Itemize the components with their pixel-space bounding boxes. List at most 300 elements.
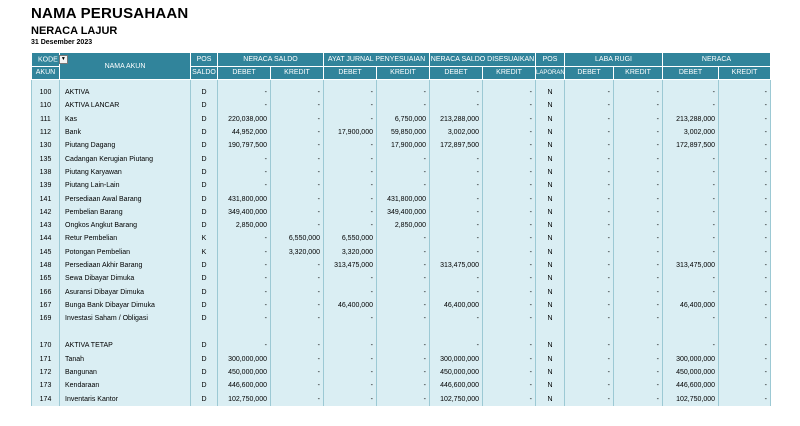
cell-neraca-kredit[interactable]: - [719,339,771,352]
cell-aj-kredit[interactable]: - [377,339,430,352]
cell-aj-debet[interactable]: - [324,219,377,232]
cell-lr-debet[interactable]: - [565,339,614,352]
cell-neraca-kredit[interactable]: - [719,299,771,312]
cell-aj-debet[interactable]: - [324,272,377,285]
cell-neraca-debet[interactable]: - [663,285,719,298]
cell-pos-laporan[interactable]: N [536,219,565,232]
cell-nsd-kredit[interactable]: - [483,232,536,245]
cell-aj-debet[interactable]: - [324,379,377,392]
cell-neraca-debet[interactable]: 313,475,000 [663,259,719,272]
cell-nama-akun[interactable]: Tanah [60,353,191,366]
cell-nsd-kredit[interactable]: - [483,272,536,285]
cell-ns-debet[interactable]: 44,952,000 [218,126,271,139]
cell-lr-kredit[interactable]: - [614,179,663,192]
cell-nsd-kredit[interactable]: - [483,99,536,112]
cell-neraca-debet[interactable]: - [663,99,719,112]
cell-ns-debet[interactable]: 446,600,000 [218,379,271,392]
cell-aj-kredit[interactable]: 349,400,000 [377,206,430,219]
cell-kode[interactable]: 110 [32,99,60,112]
cell-ns-kredit[interactable]: - [271,192,324,205]
cell-aj-debet[interactable]: - [324,113,377,126]
cell-ns-debet[interactable]: 300,000,000 [218,353,271,366]
cell-pos-saldo[interactable]: D [191,339,218,352]
cell-ns-debet[interactable]: - [218,285,271,298]
cell-lr-debet[interactable]: - [565,366,614,379]
cell-nsd-debet[interactable]: 300,000,000 [430,353,483,366]
cell-nsd-kredit[interactable]: - [483,259,536,272]
cell-nsd-debet[interactable]: - [430,339,483,352]
cell-neraca-debet[interactable]: - [663,219,719,232]
cell-ns-kredit[interactable]: - [271,126,324,139]
cell-neraca-kredit[interactable]: - [719,179,771,192]
cell-aj-debet[interactable]: - [324,179,377,192]
cell-neraca-kredit[interactable]: - [719,166,771,179]
cell-aj-kredit[interactable]: 2,850,000 [377,219,430,232]
cell-aj-debet[interactable]: - [324,366,377,379]
cell-neraca-kredit[interactable]: - [719,353,771,366]
cell-neraca-debet[interactable]: - [663,246,719,259]
cell-ns-kredit[interactable]: - [271,99,324,112]
cell-ns-debet[interactable]: - [218,99,271,112]
cell-nama-akun[interactable]: Piutang Dagang [60,139,191,152]
cell-nama-akun[interactable]: Kendaraan [60,379,191,392]
cell-pos-laporan[interactable]: N [536,366,565,379]
cell-ns-debet[interactable]: - [218,299,271,312]
cell-aj-kredit[interactable]: - [377,166,430,179]
cell-nsd-debet[interactable]: 213,288,000 [430,113,483,126]
cell-nama-akun[interactable]: Asuransi Dibayar Dimuka [60,285,191,298]
cell-ns-kredit[interactable]: - [271,113,324,126]
cell-aj-debet[interactable]: - [324,166,377,179]
cell-nama-akun[interactable]: Inventaris Kantor [60,393,191,406]
cell-nama-akun[interactable]: Persediaan Akhir Barang [60,259,191,272]
cell-lr-debet[interactable]: - [565,99,614,112]
cell-aj-kredit[interactable]: - [377,86,430,99]
cell-lr-debet[interactable]: - [565,246,614,259]
cell-nsd-debet[interactable]: 313,475,000 [430,259,483,272]
cell-nsd-kredit[interactable]: - [483,366,536,379]
cell-aj-kredit[interactable]: - [377,152,430,165]
cell-aj-debet[interactable]: - [324,152,377,165]
cell-pos-saldo[interactable]: K [191,232,218,245]
cell-pos-saldo[interactable]: D [191,272,218,285]
cell-nsd-debet[interactable]: - [430,179,483,192]
cell-aj-debet[interactable]: - [324,312,377,325]
cell-neraca-debet[interactable]: - [663,152,719,165]
cell-kode[interactable]: 166 [32,285,60,298]
cell-kode[interactable]: 100 [32,86,60,99]
cell-nama-akun[interactable]: Piutang Lain-Lain [60,179,191,192]
cell-aj-debet[interactable]: - [324,99,377,112]
cell-aj-kredit[interactable]: - [377,299,430,312]
cell-aj-kredit[interactable]: - [377,179,430,192]
cell-kode[interactable]: 141 [32,192,60,205]
cell-pos-laporan[interactable]: N [536,312,565,325]
cell-pos-saldo[interactable]: D [191,353,218,366]
cell-kode[interactable]: 165 [32,272,60,285]
cell-neraca-kredit[interactable]: - [719,192,771,205]
cell-ns-debet[interactable]: - [218,339,271,352]
cell-lr-kredit[interactable]: - [614,152,663,165]
cell-neraca-debet[interactable]: 450,000,000 [663,366,719,379]
cell-ns-kredit[interactable]: - [271,353,324,366]
cell-nama-akun[interactable]: Persediaan Awal Barang [60,192,191,205]
cell-pos-saldo[interactable]: D [191,206,218,219]
cell-neraca-kredit[interactable]: - [719,232,771,245]
cell-lr-kredit[interactable]: - [614,99,663,112]
cell-aj-kredit[interactable]: - [377,353,430,366]
cell-pos-saldo[interactable]: D [191,139,218,152]
cell-lr-debet[interactable]: - [565,179,614,192]
cell-lr-kredit[interactable]: - [614,285,663,298]
cell-pos-laporan[interactable]: N [536,113,565,126]
cell-lr-debet[interactable]: - [565,113,614,126]
cell-aj-debet[interactable]: - [324,353,377,366]
cell-ns-debet[interactable]: - [218,312,271,325]
cell-nsd-debet[interactable]: - [430,232,483,245]
cell-neraca-debet[interactable]: 213,288,000 [663,113,719,126]
cell-pos-laporan[interactable]: N [536,339,565,352]
cell-lr-debet[interactable]: - [565,285,614,298]
cell-pos-saldo[interactable]: D [191,285,218,298]
cell-ns-debet[interactable]: - [218,272,271,285]
cell-nama-akun[interactable]: Bunga Bank Dibayar Dimuka [60,299,191,312]
cell-kode[interactable]: 112 [32,126,60,139]
cell-pos-laporan[interactable]: N [536,246,565,259]
cell-nsd-debet[interactable]: 3,002,000 [430,126,483,139]
cell-ns-debet[interactable]: 431,800,000 [218,192,271,205]
cell-nama-akun[interactable]: Investasi Saham / Obligasi [60,312,191,325]
cell-lr-kredit[interactable]: - [614,126,663,139]
cell-nsd-debet[interactable]: 450,000,000 [430,366,483,379]
cell-ns-kredit[interactable]: - [271,299,324,312]
cell-aj-debet[interactable]: - [324,285,377,298]
cell-nama-akun[interactable]: Bangunan [60,366,191,379]
cell-pos-laporan[interactable]: N [536,192,565,205]
cell-lr-kredit[interactable]: - [614,366,663,379]
cell-nama-akun[interactable]: Retur Pembelian [60,232,191,245]
cell-ns-kredit[interactable]: - [271,139,324,152]
cell-nsd-kredit[interactable]: - [483,206,536,219]
cell-ns-debet[interactable]: - [218,259,271,272]
cell-neraca-kredit[interactable]: - [719,312,771,325]
cell-aj-kredit[interactable]: - [377,366,430,379]
cell-aj-debet[interactable]: 17,900,000 [324,126,377,139]
cell-nsd-kredit[interactable]: - [483,339,536,352]
cell-nsd-debet[interactable]: 102,750,000 [430,393,483,406]
cell-lr-kredit[interactable]: - [614,379,663,392]
cell-lr-debet[interactable]: - [565,86,614,99]
cell-aj-kredit[interactable]: - [377,232,430,245]
cell-pos-saldo[interactable]: D [191,393,218,406]
cell-neraca-debet[interactable]: - [663,339,719,352]
cell-nsd-debet[interactable]: 172,897,500 [430,139,483,152]
cell-pos-laporan[interactable]: N [536,232,565,245]
cell-aj-kredit[interactable]: - [377,312,430,325]
cell-kode[interactable]: 144 [32,232,60,245]
cell-neraca-kredit[interactable]: - [719,379,771,392]
cell-neraca-kredit[interactable]: - [719,219,771,232]
cell-neraca-kredit[interactable]: - [719,246,771,259]
cell-kode[interactable]: 142 [32,206,60,219]
cell-nsd-kredit[interactable]: - [483,166,536,179]
cell-ns-kredit[interactable]: - [271,179,324,192]
cell-aj-kredit[interactable]: 6,750,000 [377,113,430,126]
cell-nsd-debet[interactable]: - [430,99,483,112]
cell-nsd-kredit[interactable]: - [483,86,536,99]
cell-nsd-kredit[interactable]: - [483,285,536,298]
cell-lr-debet[interactable]: - [565,312,614,325]
cell-aj-kredit[interactable]: - [377,246,430,259]
cell-aj-debet[interactable]: 3,320,000 [324,246,377,259]
cell-lr-debet[interactable]: - [565,152,614,165]
cell-nsd-kredit[interactable]: - [483,312,536,325]
cell-aj-kredit[interactable]: - [377,272,430,285]
cell-aj-debet[interactable]: 6,550,000 [324,232,377,245]
cell-nama-akun[interactable]: Bank [60,126,191,139]
cell-kode[interactable]: 174 [32,393,60,406]
cell-pos-laporan[interactable]: N [536,126,565,139]
cell-pos-saldo[interactable]: D [191,192,218,205]
cell-aj-debet[interactable]: - [324,206,377,219]
cell-pos-saldo[interactable]: D [191,179,218,192]
cell-pos-saldo[interactable]: D [191,113,218,126]
cell-ns-kredit[interactable]: 6,550,000 [271,232,324,245]
cell-ns-debet[interactable]: - [218,246,271,259]
cell-neraca-kredit[interactable]: - [719,272,771,285]
cell-nsd-kredit[interactable]: - [483,152,536,165]
cell-ns-debet[interactable]: 2,850,000 [218,219,271,232]
filter-dropdown-icon[interactable]: ▼ [59,55,68,64]
cell-aj-kredit[interactable]: - [377,99,430,112]
cell-nama-akun[interactable]: Potongan Pembelian [60,246,191,259]
cell-ns-kredit[interactable]: - [271,366,324,379]
cell-nsd-kredit[interactable]: - [483,353,536,366]
cell-pos-saldo[interactable]: D [191,166,218,179]
cell-kode[interactable]: 173 [32,379,60,392]
cell-ns-kredit[interactable]: - [271,312,324,325]
cell-pos-saldo[interactable]: D [191,259,218,272]
cell-ns-kredit[interactable]: - [271,166,324,179]
cell-kode[interactable]: 169 [32,312,60,325]
cell-neraca-kredit[interactable]: - [719,285,771,298]
cell-lr-kredit[interactable]: - [614,272,663,285]
cell-aj-kredit[interactable]: 59,850,000 [377,126,430,139]
cell-pos-saldo[interactable]: D [191,312,218,325]
cell-pos-laporan[interactable]: N [536,259,565,272]
cell-kode[interactable]: 167 [32,299,60,312]
cell-kode[interactable]: 145 [32,246,60,259]
cell-ns-kredit[interactable]: 3,320,000 [271,246,324,259]
cell-pos-saldo[interactable]: D [191,152,218,165]
cell-pos-saldo[interactable]: D [191,86,218,99]
cell-kode[interactable]: 172 [32,366,60,379]
cell-lr-kredit[interactable]: - [614,86,663,99]
cell-ns-kredit[interactable]: - [271,152,324,165]
cell-lr-kredit[interactable]: - [614,259,663,272]
cell-nama-akun[interactable]: Piutang Karyawan [60,166,191,179]
cell-neraca-debet[interactable]: - [663,232,719,245]
cell-nsd-kredit[interactable]: - [483,393,536,406]
cell-nsd-kredit[interactable]: - [483,179,536,192]
cell-pos-laporan[interactable]: N [536,299,565,312]
cell-nsd-debet[interactable]: - [430,219,483,232]
cell-neraca-debet[interactable]: - [663,206,719,219]
cell-pos-saldo[interactable]: D [191,379,218,392]
cell-pos-saldo[interactable]: D [191,366,218,379]
cell-lr-kredit[interactable]: - [614,166,663,179]
cell-neraca-debet[interactable]: - [663,312,719,325]
cell-pos-laporan[interactable]: N [536,285,565,298]
cell-nsd-debet[interactable]: - [430,86,483,99]
cell-aj-kredit[interactable]: - [377,285,430,298]
cell-nsd-kredit[interactable]: - [483,126,536,139]
cell-lr-debet[interactable]: - [565,206,614,219]
cell-nsd-debet[interactable]: - [430,192,483,205]
cell-ns-kredit[interactable]: - [271,379,324,392]
cell-kode[interactable]: 170 [32,339,60,352]
cell-nsd-debet[interactable]: 446,600,000 [430,379,483,392]
cell-pos-laporan[interactable]: N [536,86,565,99]
cell-nsd-kredit[interactable]: - [483,379,536,392]
cell-ns-kredit[interactable]: - [271,206,324,219]
cell-lr-debet[interactable]: - [565,393,614,406]
cell-pos-laporan[interactable]: N [536,179,565,192]
cell-nsd-debet[interactable]: - [430,166,483,179]
cell-neraca-debet[interactable]: - [663,272,719,285]
cell-lr-kredit[interactable]: - [614,393,663,406]
cell-pos-saldo[interactable]: D [191,299,218,312]
cell-neraca-kredit[interactable]: - [719,259,771,272]
cell-neraca-kredit[interactable]: - [719,206,771,219]
cell-ns-debet[interactable]: 450,000,000 [218,366,271,379]
cell-ns-debet[interactable]: 190,797,500 [218,139,271,152]
cell-ns-kredit[interactable]: - [271,259,324,272]
cell-kode[interactable]: 111 [32,113,60,126]
cell-pos-laporan[interactable]: N [536,166,565,179]
cell-ns-debet[interactable]: - [218,152,271,165]
cell-nama-akun[interactable]: AKTIVA LANCAR [60,99,191,112]
cell-nsd-debet[interactable]: - [430,312,483,325]
cell-pos-laporan[interactable]: N [536,393,565,406]
cell-kode[interactable]: 130 [32,139,60,152]
cell-ns-kredit[interactable]: - [271,285,324,298]
cell-neraca-debet[interactable]: - [663,86,719,99]
cell-neraca-kredit[interactable]: - [719,99,771,112]
cell-ns-debet[interactable]: - [218,86,271,99]
cell-pos-laporan[interactable]: N [536,152,565,165]
cell-pos-laporan[interactable]: N [536,99,565,112]
cell-lr-kredit[interactable]: - [614,232,663,245]
cell-lr-debet[interactable]: - [565,299,614,312]
cell-neraca-debet[interactable]: 446,600,000 [663,379,719,392]
cell-lr-kredit[interactable]: - [614,113,663,126]
cell-lr-kredit[interactable]: - [614,299,663,312]
cell-pos-saldo[interactable]: D [191,126,218,139]
cell-nsd-kredit[interactable]: - [483,113,536,126]
cell-pos-laporan[interactable]: N [536,139,565,152]
cell-nsd-debet[interactable]: - [430,246,483,259]
cell-neraca-kredit[interactable]: - [719,152,771,165]
cell-ns-kredit[interactable]: - [271,393,324,406]
cell-ns-kredit[interactable]: - [271,219,324,232]
cell-pos-saldo[interactable]: D [191,99,218,112]
cell-neraca-debet[interactable]: 172,897,500 [663,139,719,152]
cell-aj-kredit[interactable]: 17,900,000 [377,139,430,152]
cell-neraca-kredit[interactable]: - [719,113,771,126]
cell-ns-debet[interactable]: 102,750,000 [218,393,271,406]
cell-lr-debet[interactable]: - [565,379,614,392]
cell-neraca-debet[interactable]: 46,400,000 [663,299,719,312]
cell-aj-kredit[interactable]: 431,800,000 [377,192,430,205]
cell-pos-laporan[interactable]: N [536,353,565,366]
cell-aj-kredit[interactable]: - [377,393,430,406]
cell-nsd-kredit[interactable]: - [483,139,536,152]
cell-kode[interactable]: 171 [32,353,60,366]
cell-lr-kredit[interactable]: - [614,219,663,232]
cell-lr-debet[interactable]: - [565,259,614,272]
cell-pos-saldo[interactable]: K [191,246,218,259]
cell-nsd-debet[interactable]: - [430,152,483,165]
cell-lr-debet[interactable]: - [565,232,614,245]
cell-lr-kredit[interactable]: - [614,339,663,352]
cell-lr-debet[interactable]: - [565,126,614,139]
cell-nama-akun[interactable]: Kas [60,113,191,126]
cell-ns-kredit[interactable]: - [271,272,324,285]
cell-nsd-kredit[interactable]: - [483,192,536,205]
cell-ns-debet[interactable]: - [218,232,271,245]
cell-nama-akun[interactable]: Sewa Dibayar Dimuka [60,272,191,285]
cell-lr-debet[interactable]: - [565,219,614,232]
cell-nama-akun[interactable]: Pembelian Barang [60,206,191,219]
cell-kode[interactable]: 135 [32,152,60,165]
cell-kode[interactable]: 148 [32,259,60,272]
cell-nsd-kredit[interactable]: - [483,219,536,232]
cell-aj-kredit[interactable]: - [377,379,430,392]
cell-pos-saldo[interactable]: D [191,219,218,232]
cell-aj-debet[interactable]: 313,475,000 [324,259,377,272]
cell-nama-akun[interactable]: Ongkos Angkut Barang [60,219,191,232]
cell-kode[interactable]: 143 [32,219,60,232]
cell-lr-kredit[interactable]: - [614,312,663,325]
cell-neraca-debet[interactable]: 3,002,000 [663,126,719,139]
cell-lr-debet[interactable]: - [565,192,614,205]
cell-kode[interactable]: 138 [32,166,60,179]
cell-neraca-kredit[interactable]: - [719,139,771,152]
cell-lr-debet[interactable]: - [565,166,614,179]
cell-lr-kredit[interactable]: - [614,206,663,219]
cell-neraca-kredit[interactable]: - [719,126,771,139]
cell-lr-kredit[interactable]: - [614,353,663,366]
cell-neraca-debet[interactable]: - [663,166,719,179]
cell-nama-akun[interactable]: AKTIVA [60,86,191,99]
cell-lr-kredit[interactable]: - [614,246,663,259]
cell-aj-debet[interactable]: - [324,393,377,406]
cell-neraca-debet[interactable]: 300,000,000 [663,353,719,366]
cell-ns-kredit[interactable]: - [271,339,324,352]
cell-pos-laporan[interactable]: N [536,206,565,219]
cell-neraca-debet[interactable]: - [663,179,719,192]
cell-neraca-kredit[interactable]: - [719,393,771,406]
cell-aj-debet[interactable]: 46,400,000 [324,299,377,312]
cell-kode[interactable]: 139 [32,179,60,192]
cell-neraca-kredit[interactable]: - [719,86,771,99]
cell-neraca-debet[interactable]: - [663,192,719,205]
cell-ns-debet[interactable]: - [218,166,271,179]
cell-nsd-debet[interactable]: - [430,285,483,298]
cell-lr-debet[interactable]: - [565,139,614,152]
cell-aj-debet[interactable]: - [324,192,377,205]
